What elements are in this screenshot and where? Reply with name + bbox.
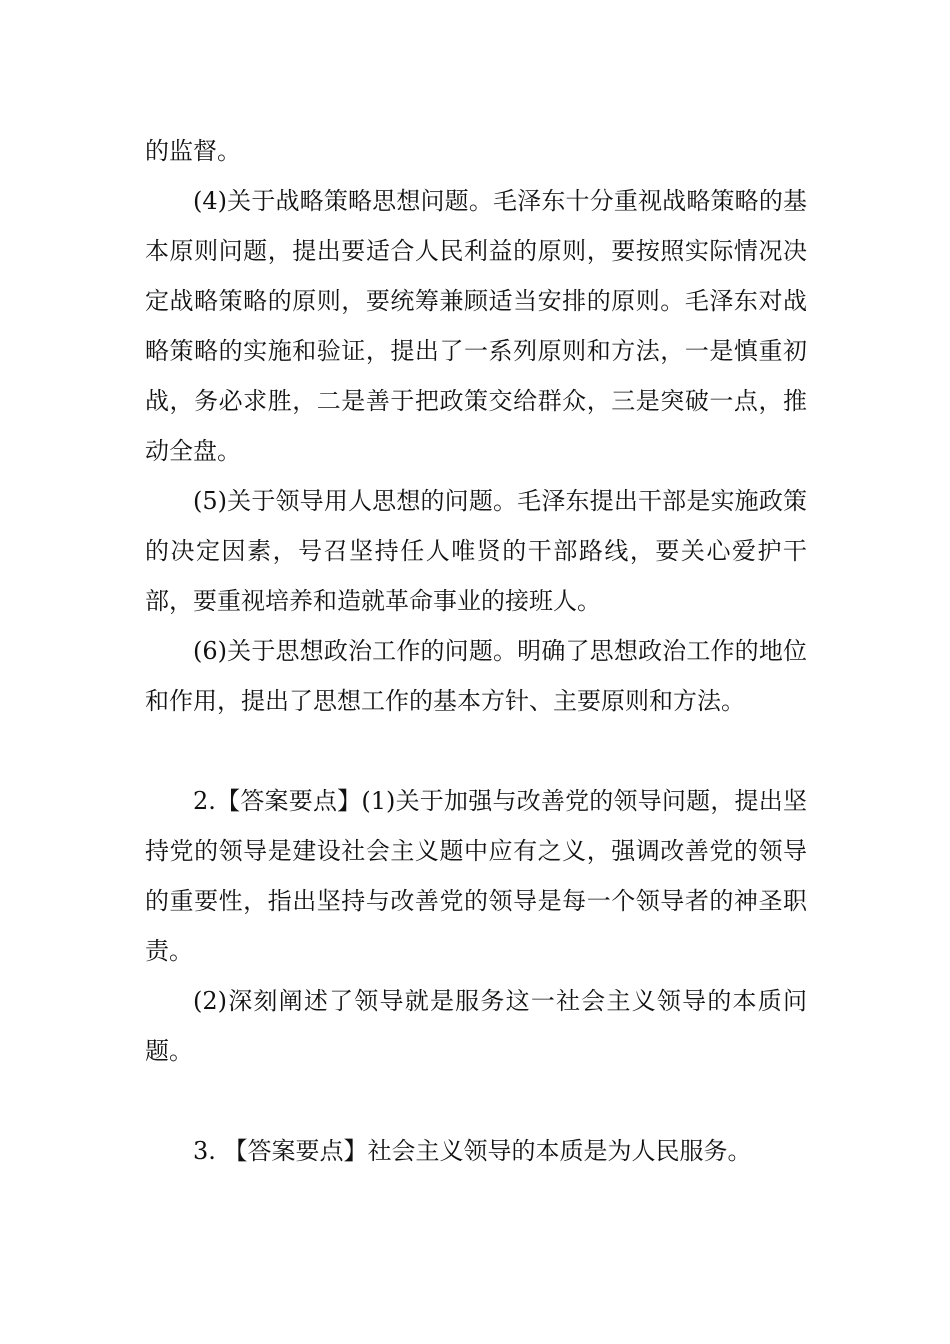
document-body xyxy=(145,126,807,1176)
answer-2-point-2: (2)深刻阐述了领导就是服务这一社会主义领导的本质问题。 xyxy=(145,987,807,1065)
paragraph-strategy: (4)关于战略策略思想问题。毛泽东十分重视战略策略的基本原则问题，提出要适合人民利益的原则，要按照实际情况决定战略策略的原则，要统筹兼顾适当安排的原则。毛泽东对战略策略的实施和验证，提出了一系列原则和方法，一是慎重初战，务必求胜，二是善于把政策交给群众，三是突破一点，推动全盘。 xyxy=(145,187,807,465)
answer-3: 3. 【答案要点】社会主义领导的本质是为人民服务。 xyxy=(193,1137,752,1165)
paragraph-ideology: (6)关于思想政治工作的问题。明确了思想政治工作的地位和作用，提出了思想工作的基本方针、主要原则和方法。 xyxy=(145,637,807,715)
paragraph-cadre: (5)关于领导用人思想的问题。毛泽东提出干部是实施政策的决定因素，号召坚持任人唯贤的干部路线，要关心爱护干部，要重视培养和造就革命事业的接班人。 xyxy=(145,487,807,615)
answer-2-point-1: 2.【答案要点】(1)关于加强与改善党的领导问题，提出坚持党的领导是建设社会主义题中应有之义，强调改善党的领导的重要性，指出坚持与改善党的领导是每一个领导者的神圣职责。 xyxy=(145,787,807,965)
paragraph-continuation: 的监督。 xyxy=(145,137,241,165)
